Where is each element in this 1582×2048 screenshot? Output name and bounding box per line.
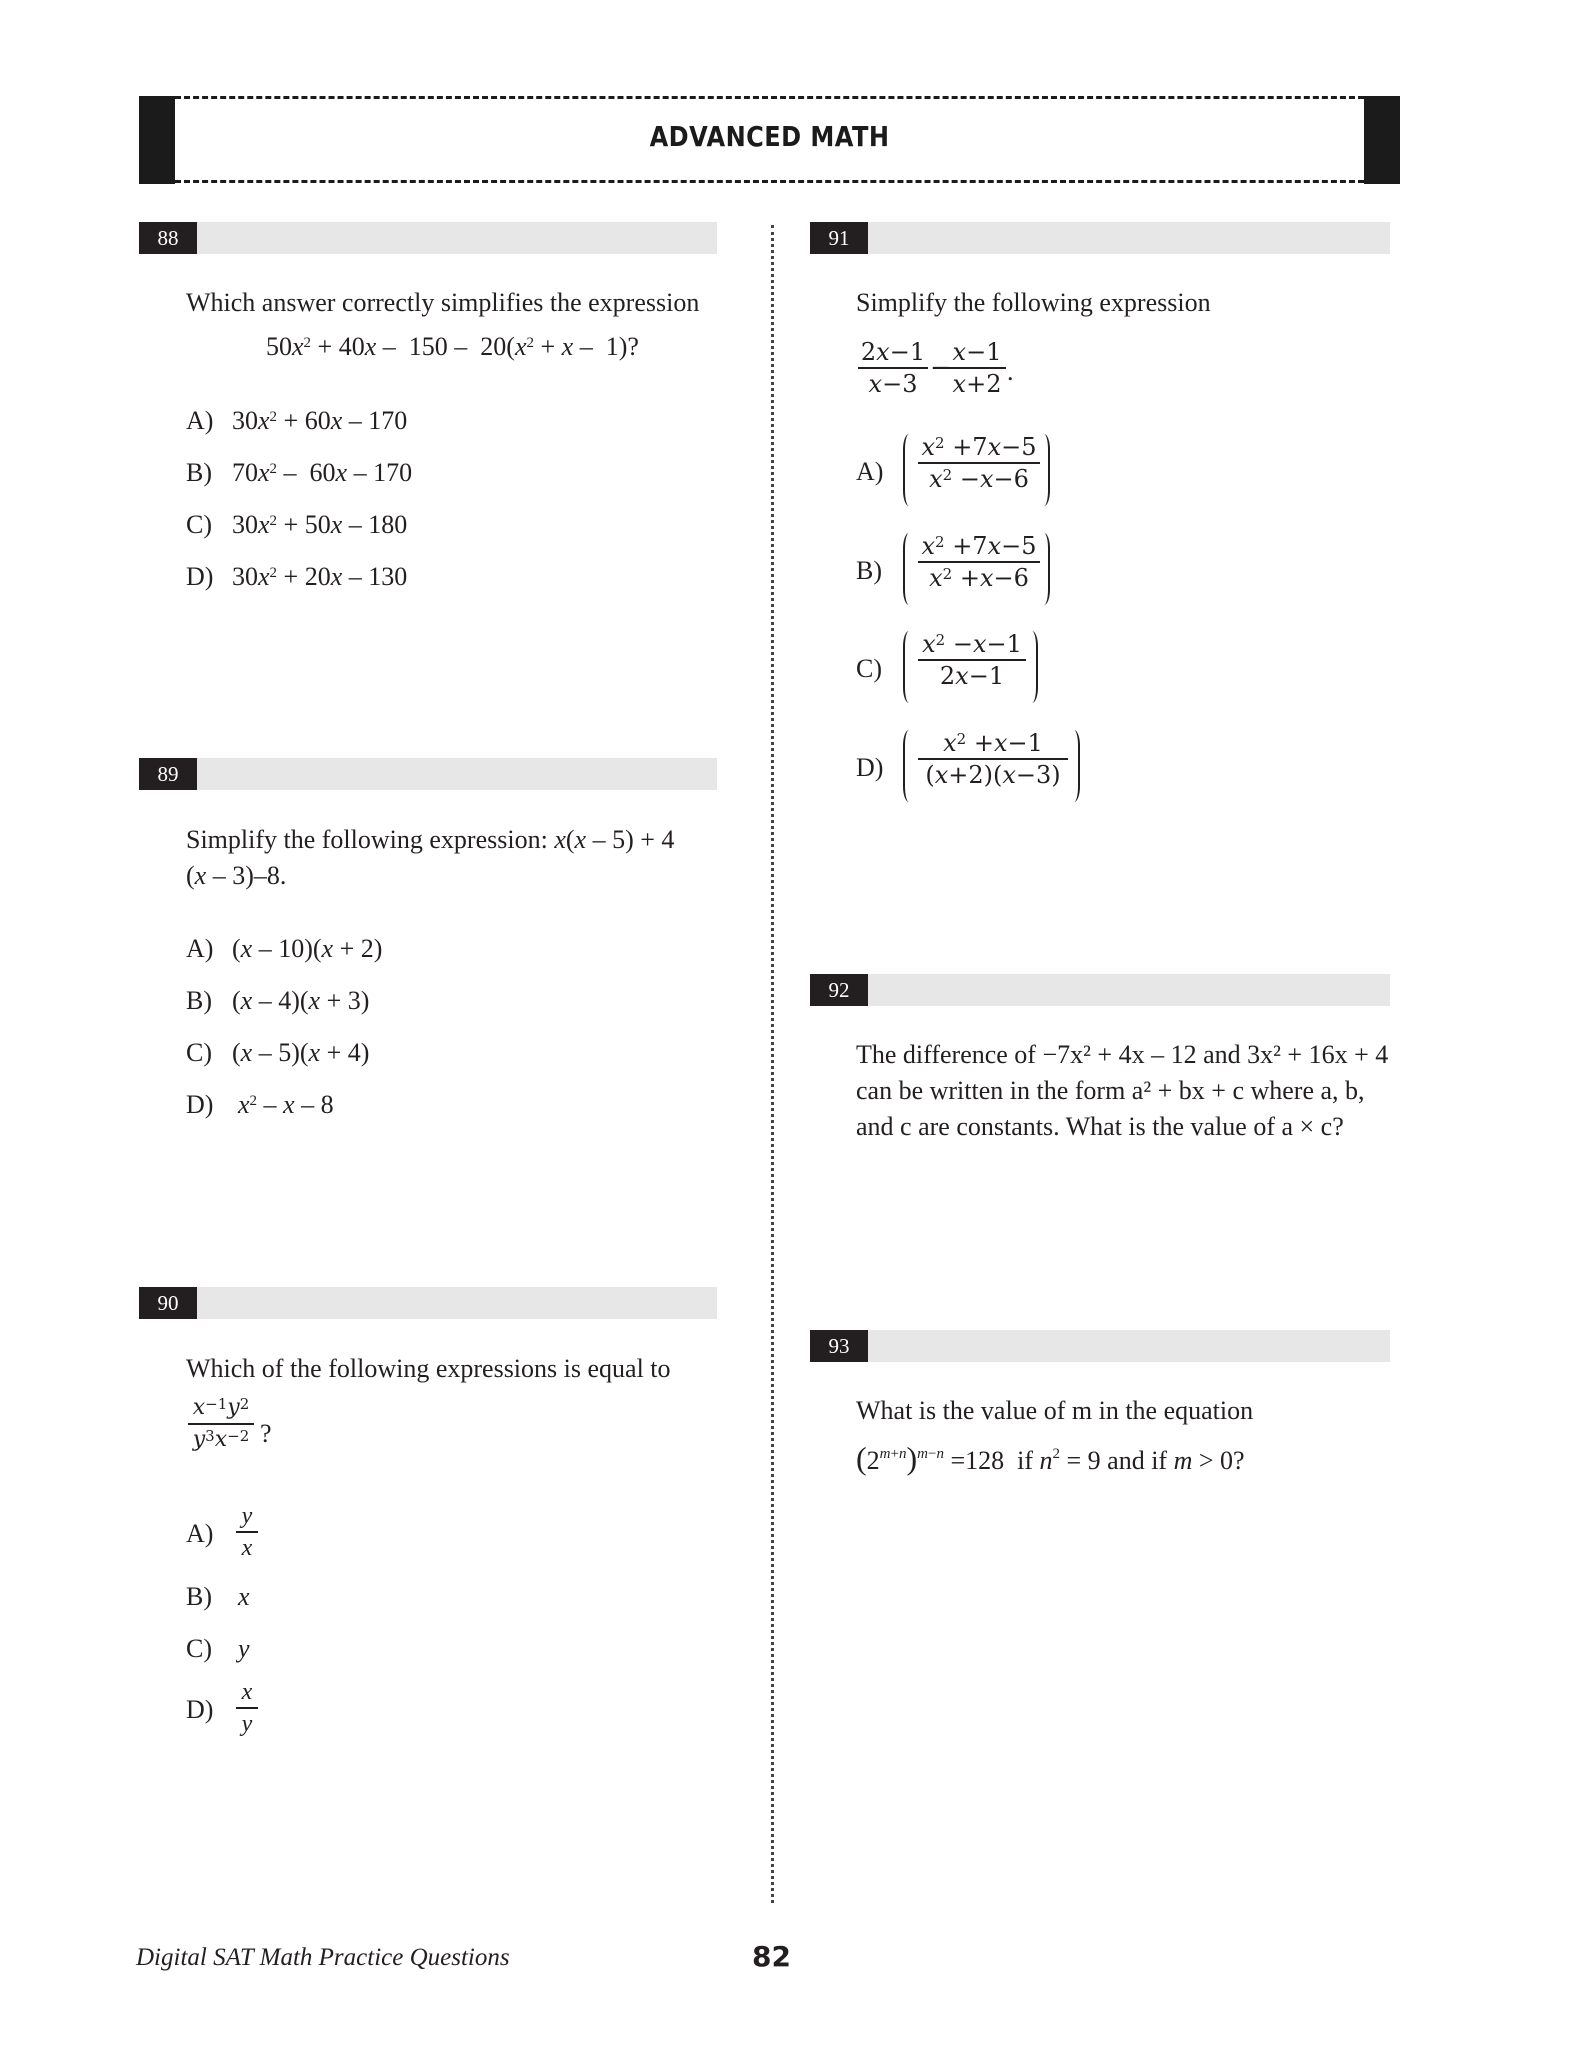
option-d-label[interactable]: D)	[186, 1695, 214, 1724]
question-88-header	[139, 222, 717, 254]
right-paren	[1038, 434, 1050, 506]
option-d-label[interactable]: D)	[856, 753, 884, 782]
option-d-label[interactable]: D)	[186, 562, 214, 591]
question-89-prompt-line1: Simplify the following expression: x(x – 5) + 4	[186, 825, 675, 854]
period: .	[1007, 357, 1014, 386]
left-paren	[903, 730, 915, 802]
question-90-prompt: Which of the following expressions is equal to	[186, 1354, 671, 1383]
column-divider	[771, 225, 774, 1903]
question-90-header	[139, 1287, 717, 1319]
option-a-fraction[interactable]: y x	[236, 1501, 258, 1563]
option-a-label[interactable]: A)	[856, 457, 884, 486]
option-a-label[interactable]: A)	[186, 406, 214, 435]
right-paren	[1068, 730, 1080, 802]
question-93-equation: $(2^{m+n})^{m-n} =128$ if $n^2 = 9$ and if m > 0?	[856, 1440, 1245, 1476]
option-d-text[interactable]: $30x^2 + 20x - 130$	[232, 562, 408, 591]
question-92-header	[810, 974, 1390, 1006]
banner-top-dashes	[175, 96, 1364, 99]
question-91-prompt: Simplify the following expression	[856, 288, 1211, 317]
section-title: ADVANCED MATH	[649, 120, 890, 153]
left-paren	[903, 631, 915, 703]
right-paren	[1038, 533, 1050, 605]
right-paren	[1026, 631, 1038, 703]
option-b-text[interactable]: (x – 4)(x + 3)	[232, 986, 370, 1015]
question-88-expression: $50x^2 + 40x - 150 - 20(x^2 + x - 1)$?	[266, 332, 639, 361]
question-89-header	[139, 758, 717, 790]
question-number: 88	[139, 222, 197, 254]
banner-right-block	[1364, 96, 1400, 184]
option-a-label[interactable]: A)	[186, 1519, 214, 1548]
section-banner	[139, 96, 1400, 184]
question-number: 89	[139, 758, 197, 790]
question-92-line-2: can be written in the form a² + bx + c where a, b,	[856, 1076, 1365, 1105]
option-c-label[interactable]: C)	[856, 654, 882, 683]
option-b-label[interactable]: B)	[186, 1582, 212, 1611]
question-91-fraction-1: 2x−1 x−3	[858, 337, 928, 399]
option-a-text[interactable]: $30x^2 + 60x - 170$	[232, 406, 408, 435]
question-88-prompt: Which answer correctly simplifies the expression	[186, 288, 700, 317]
option-c-text[interactable]: (x – 5)(x + 4)	[232, 1038, 370, 1067]
banner-bottom-dashes	[175, 180, 1364, 183]
option-b-fraction[interactable]: $x^2 +7x-5$ $x^2 +x-6$	[918, 531, 1040, 593]
minus-sign: −	[930, 353, 952, 383]
question-number: 93	[810, 1330, 868, 1362]
option-b-text[interactable]: $70x^2 - 60x - 170$	[232, 458, 413, 487]
question-92-line-3: and c are constants. What is the value of a × c?	[856, 1112, 1344, 1141]
option-c-label[interactable]: C)	[186, 510, 212, 539]
question-91-header	[810, 222, 1390, 254]
left-paren	[903, 533, 915, 605]
option-a-label[interactable]: A)	[186, 934, 214, 963]
option-b-text[interactable]: x	[238, 1582, 250, 1611]
option-b-label[interactable]: B)	[186, 986, 212, 1015]
left-paren	[903, 434, 915, 506]
question-number: 91	[810, 222, 868, 254]
option-c-label[interactable]: C)	[186, 1634, 212, 1663]
option-a-text[interactable]: (x – 10)(x + 2)	[232, 934, 383, 963]
question-93-prompt: What is the value of m in the equation	[856, 1396, 1254, 1425]
question-number: 92	[810, 974, 868, 1006]
option-c-label[interactable]: C)	[186, 1038, 212, 1067]
question-91-fraction-2: x−1 x+2	[948, 337, 1006, 399]
option-c-text[interactable]: $30x^2 + 50x - 180$	[232, 510, 408, 539]
question-89-prompt-line2: (x – 3)–8.	[186, 861, 287, 890]
question-mark: ?	[260, 1419, 272, 1448]
banner-left-block	[139, 96, 175, 184]
option-b-label[interactable]: B)	[186, 458, 212, 487]
option-d-fraction[interactable]: $x^2 +x-1$ (x+2)(x−3)	[918, 728, 1068, 790]
option-d-text[interactable]: $x^2$ – x – 8	[238, 1090, 334, 1119]
option-b-label[interactable]: B)	[856, 556, 882, 585]
option-d-label[interactable]: D)	[186, 1090, 214, 1119]
question-number: 90	[139, 1287, 197, 1319]
option-c-fraction[interactable]: $x^2 -x-1$ 2x−1	[918, 629, 1026, 691]
book-title: Digital SAT Math Practice Questions	[136, 1944, 510, 1971]
option-a-fraction[interactable]: $x^2 +7x-5$ $x^2 -x-6$	[918, 432, 1040, 494]
question-93-header	[810, 1330, 1390, 1362]
option-c-text[interactable]: y	[238, 1634, 250, 1663]
question-90-fraction: $x^{-1}y^2$ $y^3x^{-2}$	[188, 1393, 254, 1455]
option-d-fraction[interactable]: x y	[236, 1677, 258, 1739]
question-92-line-1: The difference of −7x² + 4x – 12 and 3x² + 16x + 4	[856, 1040, 1389, 1069]
page-number: 82	[752, 1940, 791, 1973]
